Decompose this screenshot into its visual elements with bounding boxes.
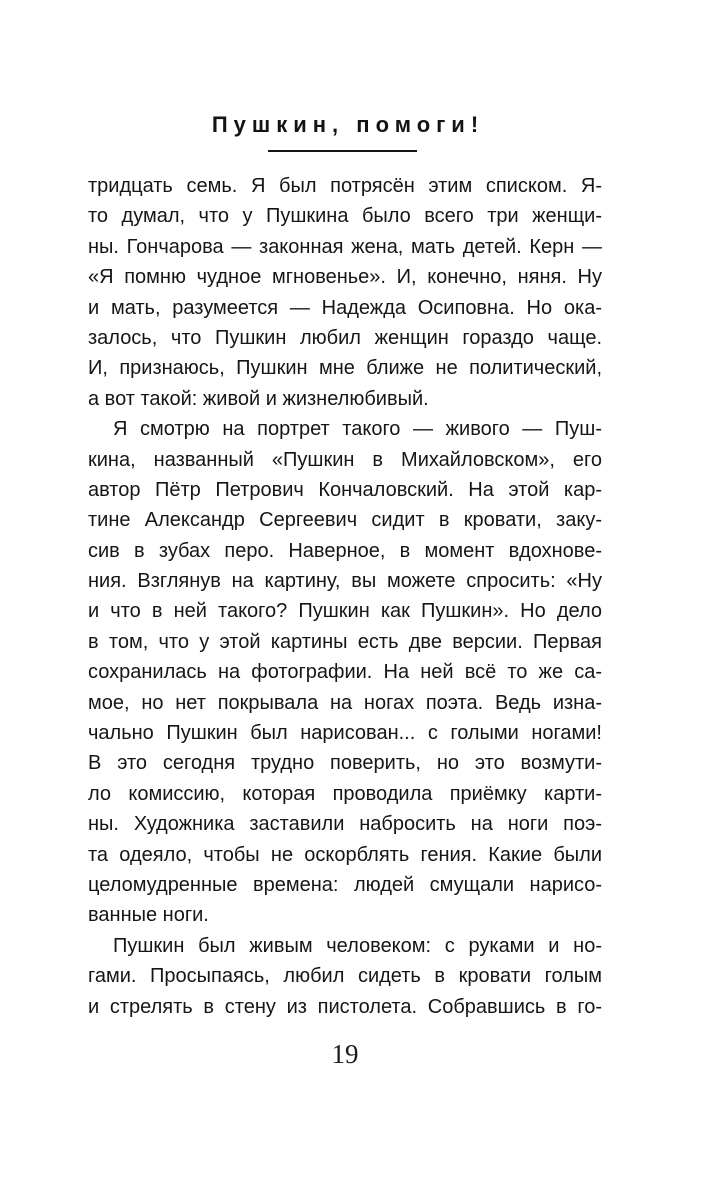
text-line: гами. Просыпаясь, любил сидеть в кровати голым (88, 965, 602, 988)
text-line: тридцать семь. Я был потрясён этим списком. Я- (88, 175, 602, 197)
text-line: ния. Взглянув на картину, вы можете спросить: «Ну (88, 570, 602, 593)
text-line: сохранилась на фотографии. На ней всё то же са- (88, 661, 602, 684)
text-line: и что в ней такого? Пушкин как Пушкин». Но дело (88, 600, 602, 623)
text-line: И, признаюсь, Пушкин мне ближе не политический, (88, 357, 602, 380)
chapter-title: Пушкин, помоги! (211, 112, 485, 137)
text-line: Пушкин был живым человеком: с руками и но- (113, 934, 602, 957)
text-line: ванные ноги. (88, 904, 209, 927)
text-line: и мать, разумеется — Надежда Осиповна. Но ока- (88, 296, 602, 319)
title-divider (268, 150, 417, 152)
text-line: ны. Гончарова — законная жена, мать детей. Керн — (88, 235, 602, 258)
text-line: тине Александр Сергеевич сидит в кровати, заку- (88, 509, 602, 532)
text-line: ло комиссию, которая проводила приёмку карти- (88, 782, 602, 805)
text-line: мое, но нет покрывала на ногах поэта. Ведь изна- (88, 691, 602, 714)
text-line: «Я помню чудное мгновенье». И, конечно, няня. Ну (88, 266, 602, 289)
text-line: В это сегодня трудно поверить, но это возмути- (88, 752, 602, 775)
text-line: Я смотрю на портрет такого — живого — Пуш- (113, 418, 602, 441)
text-line: то думал, что у Пушкина было всего три женщи- (88, 205, 602, 228)
text-line: ны. Художника заставили набросить на ноги поэ- (88, 813, 602, 836)
text-line: та одеяло, чтобы не оскорблять гения. Какие были (88, 843, 602, 866)
page-number: 19 (331, 1039, 359, 1069)
text-line: кина, названный «Пушкин в Михайловском», его (88, 448, 602, 471)
text-line: целомудренные времена: людей смущали нарисо- (88, 873, 602, 896)
text-line: автор Пётр Петрович Кончаловский. На этой кар- (88, 478, 602, 501)
text-line: а вот такой: живой и жизнелюбивый. (88, 387, 429, 410)
body-text (88, 171, 602, 1022)
text-line: чально Пушкин был нарисован... с голыми ногами! (88, 722, 602, 745)
text-line: и стрелять в стену из пистолета. Собравшись в го- (88, 995, 602, 1018)
text-line: залось, что Пушкин любил женщин гораздо чаще. (88, 326, 602, 349)
text-line: сив в зубах перо. Наверное, в момент вдохнове- (88, 539, 602, 562)
text-line: в том, что у этой картины есть две версии. Первая (88, 630, 602, 653)
